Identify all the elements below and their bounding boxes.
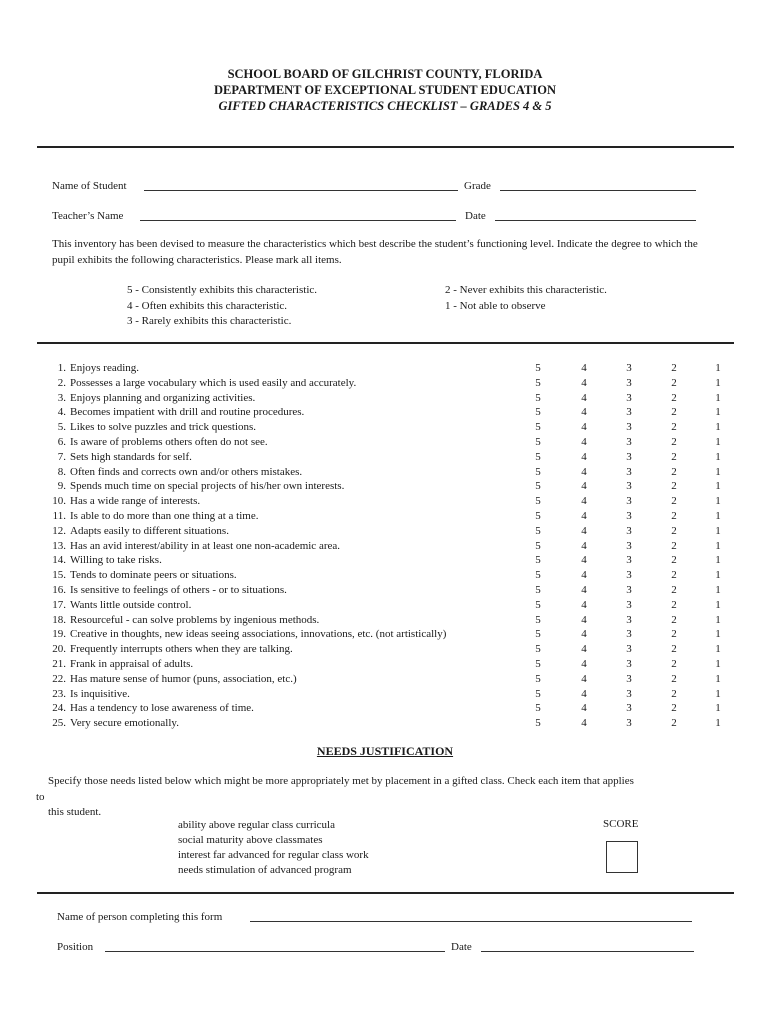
rating-option-1[interactable]: 1 xyxy=(715,598,721,611)
form-header xyxy=(0,66,770,114)
header-school-board: SCHOOL BOARD OF GILCHRIST COUNTY, FLORIDA xyxy=(227,67,543,81)
header-department: DEPARTMENT OF EXCEPTIONAL STUDENT EDUCATION xyxy=(214,83,556,97)
needs-instruction-wrap: to xyxy=(36,791,45,803)
item-number: 20. xyxy=(52,643,66,656)
rating-option-5[interactable]: 5 xyxy=(535,421,541,434)
item-text: Becomes impatient with drill and routine procedures. xyxy=(70,406,305,419)
footer-divider xyxy=(37,892,734,894)
footer-date-field[interactable] xyxy=(481,951,694,952)
score-label: SCORE xyxy=(603,818,639,830)
rating-option-1[interactable]: 1 xyxy=(715,376,721,389)
student-name-row xyxy=(52,180,127,193)
item-number: 23. xyxy=(52,687,66,700)
checklist-item xyxy=(52,494,752,509)
checklist-item xyxy=(52,420,752,435)
item-number: 1. xyxy=(57,362,66,374)
header-divider xyxy=(37,146,734,148)
rating-option-3[interactable]: 3 xyxy=(626,702,632,715)
position-label: Position xyxy=(57,941,94,953)
item-number: 8. xyxy=(57,465,66,478)
item-text: Has mature sense of humor (puns, association, etc.) xyxy=(70,672,297,685)
checklist-item xyxy=(52,509,752,524)
item-number: 18. xyxy=(52,613,66,626)
item-text: Creative in thoughts, new ideas seeing associations, innovations, etc. (not artistically) xyxy=(70,628,447,641)
item-text: Often finds and corrects own and/or others mistakes. xyxy=(70,465,303,478)
rating-option-4[interactable]: 4 xyxy=(581,657,587,670)
legend-2: 2 - Never exhibits this characteristic. xyxy=(445,284,607,296)
item-text: Has a wide range of interests. xyxy=(70,495,201,508)
rating-option-1[interactable]: 1 xyxy=(715,450,721,463)
rating-option-5[interactable]: 5 xyxy=(535,465,541,478)
rating-option-2[interactable]: 2 xyxy=(671,376,677,389)
completer-name-field[interactable] xyxy=(250,921,692,922)
rating-option-1[interactable]: 1 xyxy=(715,391,721,404)
rating-option-2[interactable]: 2 xyxy=(671,362,677,374)
rating-option-2[interactable]: 2 xyxy=(671,509,677,522)
need-option[interactable]: social maturity above classmates xyxy=(178,834,323,846)
rating-option-2[interactable]: 2 xyxy=(671,465,677,478)
rating-option-3[interactable]: 3 xyxy=(626,362,632,374)
item-number: 13. xyxy=(52,539,66,552)
rating-option-1[interactable]: 1 xyxy=(715,583,721,596)
checklist-item xyxy=(52,583,752,598)
rating-option-5[interactable]: 5 xyxy=(535,495,541,508)
rating-option-3[interactable]: 3 xyxy=(626,657,632,670)
item-number: 17. xyxy=(52,598,66,611)
rating-option-2[interactable]: 2 xyxy=(671,628,677,641)
rating-option-4[interactable]: 4 xyxy=(581,613,587,626)
rating-option-5[interactable]: 5 xyxy=(535,672,541,685)
rating-option-3[interactable]: 3 xyxy=(626,524,632,537)
checklist-item xyxy=(52,435,752,450)
rating-option-3[interactable]: 3 xyxy=(626,480,632,493)
rating-option-1[interactable]: 1 xyxy=(715,687,721,700)
item-number: 3. xyxy=(57,391,66,404)
rating-option-5[interactable]: 5 xyxy=(535,524,541,537)
legend-3: 3 - Rarely exhibits this characteristic. xyxy=(127,315,292,327)
checklist-item xyxy=(52,553,752,568)
legend-4: 4 - Often exhibits this characteristic. xyxy=(127,299,288,312)
item-number: 7. xyxy=(57,450,66,463)
rating-option-4[interactable]: 4 xyxy=(581,509,587,522)
item-number: 6. xyxy=(57,435,66,448)
rating-option-1[interactable]: 1 xyxy=(715,569,721,582)
rating-option-1[interactable]: 1 xyxy=(715,406,721,419)
rating-option-1[interactable]: 1 xyxy=(715,362,721,374)
rating-option-4[interactable]: 4 xyxy=(581,480,587,493)
rating-option-2[interactable]: 2 xyxy=(671,539,677,552)
date-label: Date xyxy=(465,210,486,222)
checklist-item xyxy=(52,361,752,376)
rating-option-1[interactable]: 1 xyxy=(715,539,721,552)
rating-option-3[interactable]: 3 xyxy=(626,598,632,611)
rating-option-1[interactable]: 1 xyxy=(715,495,721,508)
rating-option-2[interactable]: 2 xyxy=(671,391,677,404)
rating-option-3[interactable]: 3 xyxy=(626,421,632,434)
rating-option-2[interactable]: 2 xyxy=(671,583,677,596)
checklist-item xyxy=(52,613,752,628)
rating-option-4[interactable]: 4 xyxy=(581,435,587,448)
item-text: Likes to solve puzzles and trick questions. xyxy=(70,421,257,434)
item-number: 24. xyxy=(52,702,66,715)
checklist-item xyxy=(52,687,752,702)
rating-option-2[interactable]: 2 xyxy=(671,524,677,537)
item-number: 25. xyxy=(52,717,66,730)
rating-option-5[interactable]: 5 xyxy=(535,598,541,611)
rating-option-1[interactable]: 1 xyxy=(715,657,721,670)
instructions-text: This inventory has been devised to measure the characteristics which best describe the student’s functioning level. Indicate the degree to which the pupil exhibits the following characteristics. Please mark all items. xyxy=(52,238,698,266)
rating-option-3[interactable]: 3 xyxy=(626,554,632,567)
rating-option-5[interactable]: 5 xyxy=(535,717,541,730)
item-number: 10. xyxy=(52,495,66,508)
rating-option-5[interactable]: 5 xyxy=(535,509,541,522)
item-text: Frank in appraisal of adults. xyxy=(70,657,194,670)
score-box[interactable] xyxy=(606,841,638,873)
completer-name-label: Name of person completing this form xyxy=(57,911,223,923)
checklist-item xyxy=(52,450,752,465)
rating-option-1[interactable]: 1 xyxy=(715,717,721,730)
rating-option-3[interactable]: 3 xyxy=(626,613,632,626)
item-text: Spends much time on special projects of his/her own interests. xyxy=(70,480,345,493)
checklist-item xyxy=(52,465,752,480)
rating-option-3[interactable]: 3 xyxy=(626,583,632,596)
checklist-item xyxy=(52,716,752,731)
rating-option-2[interactable]: 2 xyxy=(671,406,677,419)
rating-option-5[interactable]: 5 xyxy=(535,406,541,419)
rating-option-5[interactable]: 5 xyxy=(535,583,541,596)
checklist-item xyxy=(52,568,752,583)
checklist-item xyxy=(52,539,752,554)
rating-option-3[interactable]: 3 xyxy=(626,450,632,463)
rating-option-4[interactable]: 4 xyxy=(581,628,587,641)
item-text: Tends to dominate peers or situations. xyxy=(70,569,237,582)
rating-option-3[interactable]: 3 xyxy=(626,376,632,389)
header-form-title: GIFTED CHARACTERISTICS CHECKLIST – GRADES 4 & 5 xyxy=(218,99,552,113)
item-text: Willing to take risks. xyxy=(70,554,162,567)
rating-option-4[interactable]: 4 xyxy=(581,598,587,611)
item-text: Very secure emotionally. xyxy=(70,717,179,730)
rating-option-5[interactable]: 5 xyxy=(535,613,541,626)
checklist-item xyxy=(52,627,752,642)
rating-option-1[interactable]: 1 xyxy=(715,554,721,567)
item-text: Frequently interrupts others when they are talking. xyxy=(70,643,293,656)
item-text: Wants little outside control. xyxy=(70,598,192,611)
item-number: 4. xyxy=(57,406,66,419)
rating-option-5[interactable]: 5 xyxy=(535,628,541,641)
item-text: Is able to do more than one thing at a time. xyxy=(70,509,259,522)
rating-option-3[interactable]: 3 xyxy=(626,509,632,522)
student-name-field[interactable] xyxy=(144,190,458,191)
rating-option-4[interactable]: 4 xyxy=(581,362,587,374)
rating-option-4[interactable]: 4 xyxy=(581,406,587,419)
rating-option-4[interactable]: 4 xyxy=(581,554,587,567)
rating-option-4[interactable]: 4 xyxy=(581,672,587,685)
rating-option-5[interactable]: 5 xyxy=(535,450,541,463)
rating-option-2[interactable]: 2 xyxy=(671,598,677,611)
rating-legend-left xyxy=(127,283,317,330)
rating-option-4[interactable]: 4 xyxy=(581,465,587,478)
rating-option-2[interactable]: 2 xyxy=(671,657,677,670)
item-text: Resourceful - can solve problems by ingenious methods. xyxy=(70,613,320,626)
rating-option-2[interactable]: 2 xyxy=(671,495,677,508)
rating-option-2[interactable]: 2 xyxy=(671,480,677,493)
rating-option-1[interactable]: 1 xyxy=(715,435,721,448)
checklist-item xyxy=(52,391,752,406)
item-text: Is aware of problems others often do not see. xyxy=(70,435,268,448)
checklist-item xyxy=(52,598,752,613)
rating-option-4[interactable]: 4 xyxy=(581,717,587,730)
rating-option-2[interactable]: 2 xyxy=(671,702,677,715)
rating-legend-right xyxy=(445,283,607,314)
rating-option-5[interactable]: 5 xyxy=(535,480,541,493)
rating-option-2[interactable]: 2 xyxy=(671,435,677,448)
legend-5: 5 - Consistently exhibits this characteristic. xyxy=(127,284,318,296)
rating-option-3[interactable]: 3 xyxy=(626,406,632,419)
rating-option-1[interactable]: 1 xyxy=(715,509,721,522)
rating-option-3[interactable]: 3 xyxy=(626,643,632,656)
rating-option-3[interactable]: 3 xyxy=(626,672,632,685)
rating-option-3[interactable]: 3 xyxy=(626,539,632,552)
need-option[interactable]: ability above regular class curricula xyxy=(178,819,335,831)
rating-option-5[interactable]: 5 xyxy=(535,657,541,670)
teacher-name-label: Teacher’s Name xyxy=(52,210,124,222)
rating-option-3[interactable]: 3 xyxy=(626,687,632,700)
rating-option-1[interactable]: 1 xyxy=(715,421,721,434)
student-name-label: Name of Student xyxy=(52,180,127,192)
checklist-item xyxy=(52,642,752,657)
item-text: Sets high standards for self. xyxy=(70,450,192,463)
rating-option-2[interactable]: 2 xyxy=(671,687,677,700)
item-number: 15. xyxy=(52,569,66,582)
checklist-item xyxy=(52,479,752,494)
rating-option-2[interactable]: 2 xyxy=(671,450,677,463)
rating-option-4[interactable]: 4 xyxy=(581,643,587,656)
item-text: Enjoys planning and organizing activities. xyxy=(70,391,256,404)
rating-option-1[interactable]: 1 xyxy=(715,465,721,478)
rating-option-3[interactable]: 3 xyxy=(626,435,632,448)
teacher-name-field[interactable] xyxy=(140,220,456,221)
rating-option-5[interactable]: 5 xyxy=(535,702,541,715)
item-number: 21. xyxy=(52,657,66,670)
rating-option-3[interactable]: 3 xyxy=(626,569,632,582)
item-number: 9. xyxy=(57,480,66,493)
item-number: 12. xyxy=(52,524,66,537)
checklist-item xyxy=(52,657,752,672)
rating-option-4[interactable]: 4 xyxy=(581,421,587,434)
rating-option-1[interactable]: 1 xyxy=(715,628,721,641)
checklist-item xyxy=(52,376,752,391)
rating-option-4[interactable]: 4 xyxy=(581,702,587,715)
item-number: 5. xyxy=(57,421,66,434)
date-field[interactable] xyxy=(495,220,696,221)
item-text: Is inquisitive. xyxy=(70,687,130,700)
items-divider xyxy=(37,342,734,344)
checklist-item xyxy=(52,701,752,716)
rating-option-1[interactable]: 1 xyxy=(715,480,721,493)
item-number: 2. xyxy=(57,376,66,389)
rating-option-2[interactable]: 2 xyxy=(671,613,677,626)
rating-option-5[interactable]: 5 xyxy=(535,687,541,700)
item-number: 22. xyxy=(52,672,66,685)
item-text: Possesses a large vocabulary which is used easily and accurately. xyxy=(70,376,357,389)
item-text: Is sensitive to feelings of others - or to situations. xyxy=(70,583,287,596)
item-text: Has a tendency to lose awareness of time. xyxy=(70,702,254,715)
rating-option-1[interactable]: 1 xyxy=(715,524,721,537)
item-number: 19. xyxy=(52,628,66,641)
legend-1: 1 - Not able to observe xyxy=(445,299,546,312)
rating-option-2[interactable]: 2 xyxy=(671,421,677,434)
rating-option-4[interactable]: 4 xyxy=(581,495,587,508)
rating-option-4[interactable]: 4 xyxy=(581,376,587,389)
rating-option-5[interactable]: 5 xyxy=(535,376,541,389)
rating-option-3[interactable]: 3 xyxy=(626,465,632,478)
needs-instruction: Specify those needs listed below which might be more appropriately met by placement in a gifted class. Check each item that applies xyxy=(48,775,634,787)
rating-option-5[interactable]: 5 xyxy=(535,554,541,567)
rating-option-4[interactable]: 4 xyxy=(581,583,587,596)
checklist-items xyxy=(52,361,752,731)
needs-instruction-end: this student. xyxy=(48,806,102,818)
position-field[interactable] xyxy=(105,951,445,952)
rating-option-2[interactable]: 2 xyxy=(671,569,677,582)
rating-option-5[interactable]: 5 xyxy=(535,391,541,404)
rating-option-4[interactable]: 4 xyxy=(581,524,587,537)
rating-option-4[interactable]: 4 xyxy=(581,569,587,582)
needs-heading: NEEDS JUSTIFICATION xyxy=(316,744,454,758)
checklist-item xyxy=(52,405,752,420)
item-text: Has an avid interest/ability in at least one non-academic area. xyxy=(70,539,340,552)
needs-options xyxy=(178,818,369,878)
rating-option-2[interactable]: 2 xyxy=(671,717,677,730)
rating-option-4[interactable]: 4 xyxy=(581,539,587,552)
rating-option-3[interactable]: 3 xyxy=(626,495,632,508)
rating-option-5[interactable]: 5 xyxy=(535,539,541,552)
rating-option-1[interactable]: 1 xyxy=(715,672,721,685)
rating-option-1[interactable]: 1 xyxy=(715,702,721,715)
item-number: 11. xyxy=(52,509,66,522)
rating-option-3[interactable]: 3 xyxy=(626,391,632,404)
grade-field[interactable] xyxy=(500,190,696,191)
rating-option-4[interactable]: 4 xyxy=(581,391,587,404)
item-text: Adapts easily to different situations. xyxy=(70,524,229,537)
rating-option-2[interactable]: 2 xyxy=(671,643,677,656)
rating-option-3[interactable]: 3 xyxy=(626,628,632,641)
checklist-item xyxy=(52,672,752,687)
item-text: Enjoys reading. xyxy=(70,362,140,374)
checklist-item xyxy=(52,524,752,539)
rating-option-3[interactable]: 3 xyxy=(626,717,632,730)
rating-option-1[interactable]: 1 xyxy=(715,613,721,626)
rating-option-4[interactable]: 4 xyxy=(581,450,587,463)
rating-option-4[interactable]: 4 xyxy=(581,687,587,700)
need-option[interactable]: interest far advanced for regular class work xyxy=(178,849,369,861)
need-option[interactable]: needs stimulation of advanced program xyxy=(178,864,352,876)
rating-option-5[interactable]: 5 xyxy=(535,643,541,656)
grade-label: Grade xyxy=(464,180,491,192)
rating-option-5[interactable]: 5 xyxy=(535,569,541,582)
rating-option-1[interactable]: 1 xyxy=(715,643,721,656)
rating-option-2[interactable]: 2 xyxy=(671,672,677,685)
rating-option-5[interactable]: 5 xyxy=(535,435,541,448)
item-number: 16. xyxy=(52,583,66,596)
rating-option-2[interactable]: 2 xyxy=(671,554,677,567)
rating-option-5[interactable]: 5 xyxy=(535,362,541,374)
item-number: 14. xyxy=(52,554,66,567)
footer-date-label: Date xyxy=(451,941,472,953)
